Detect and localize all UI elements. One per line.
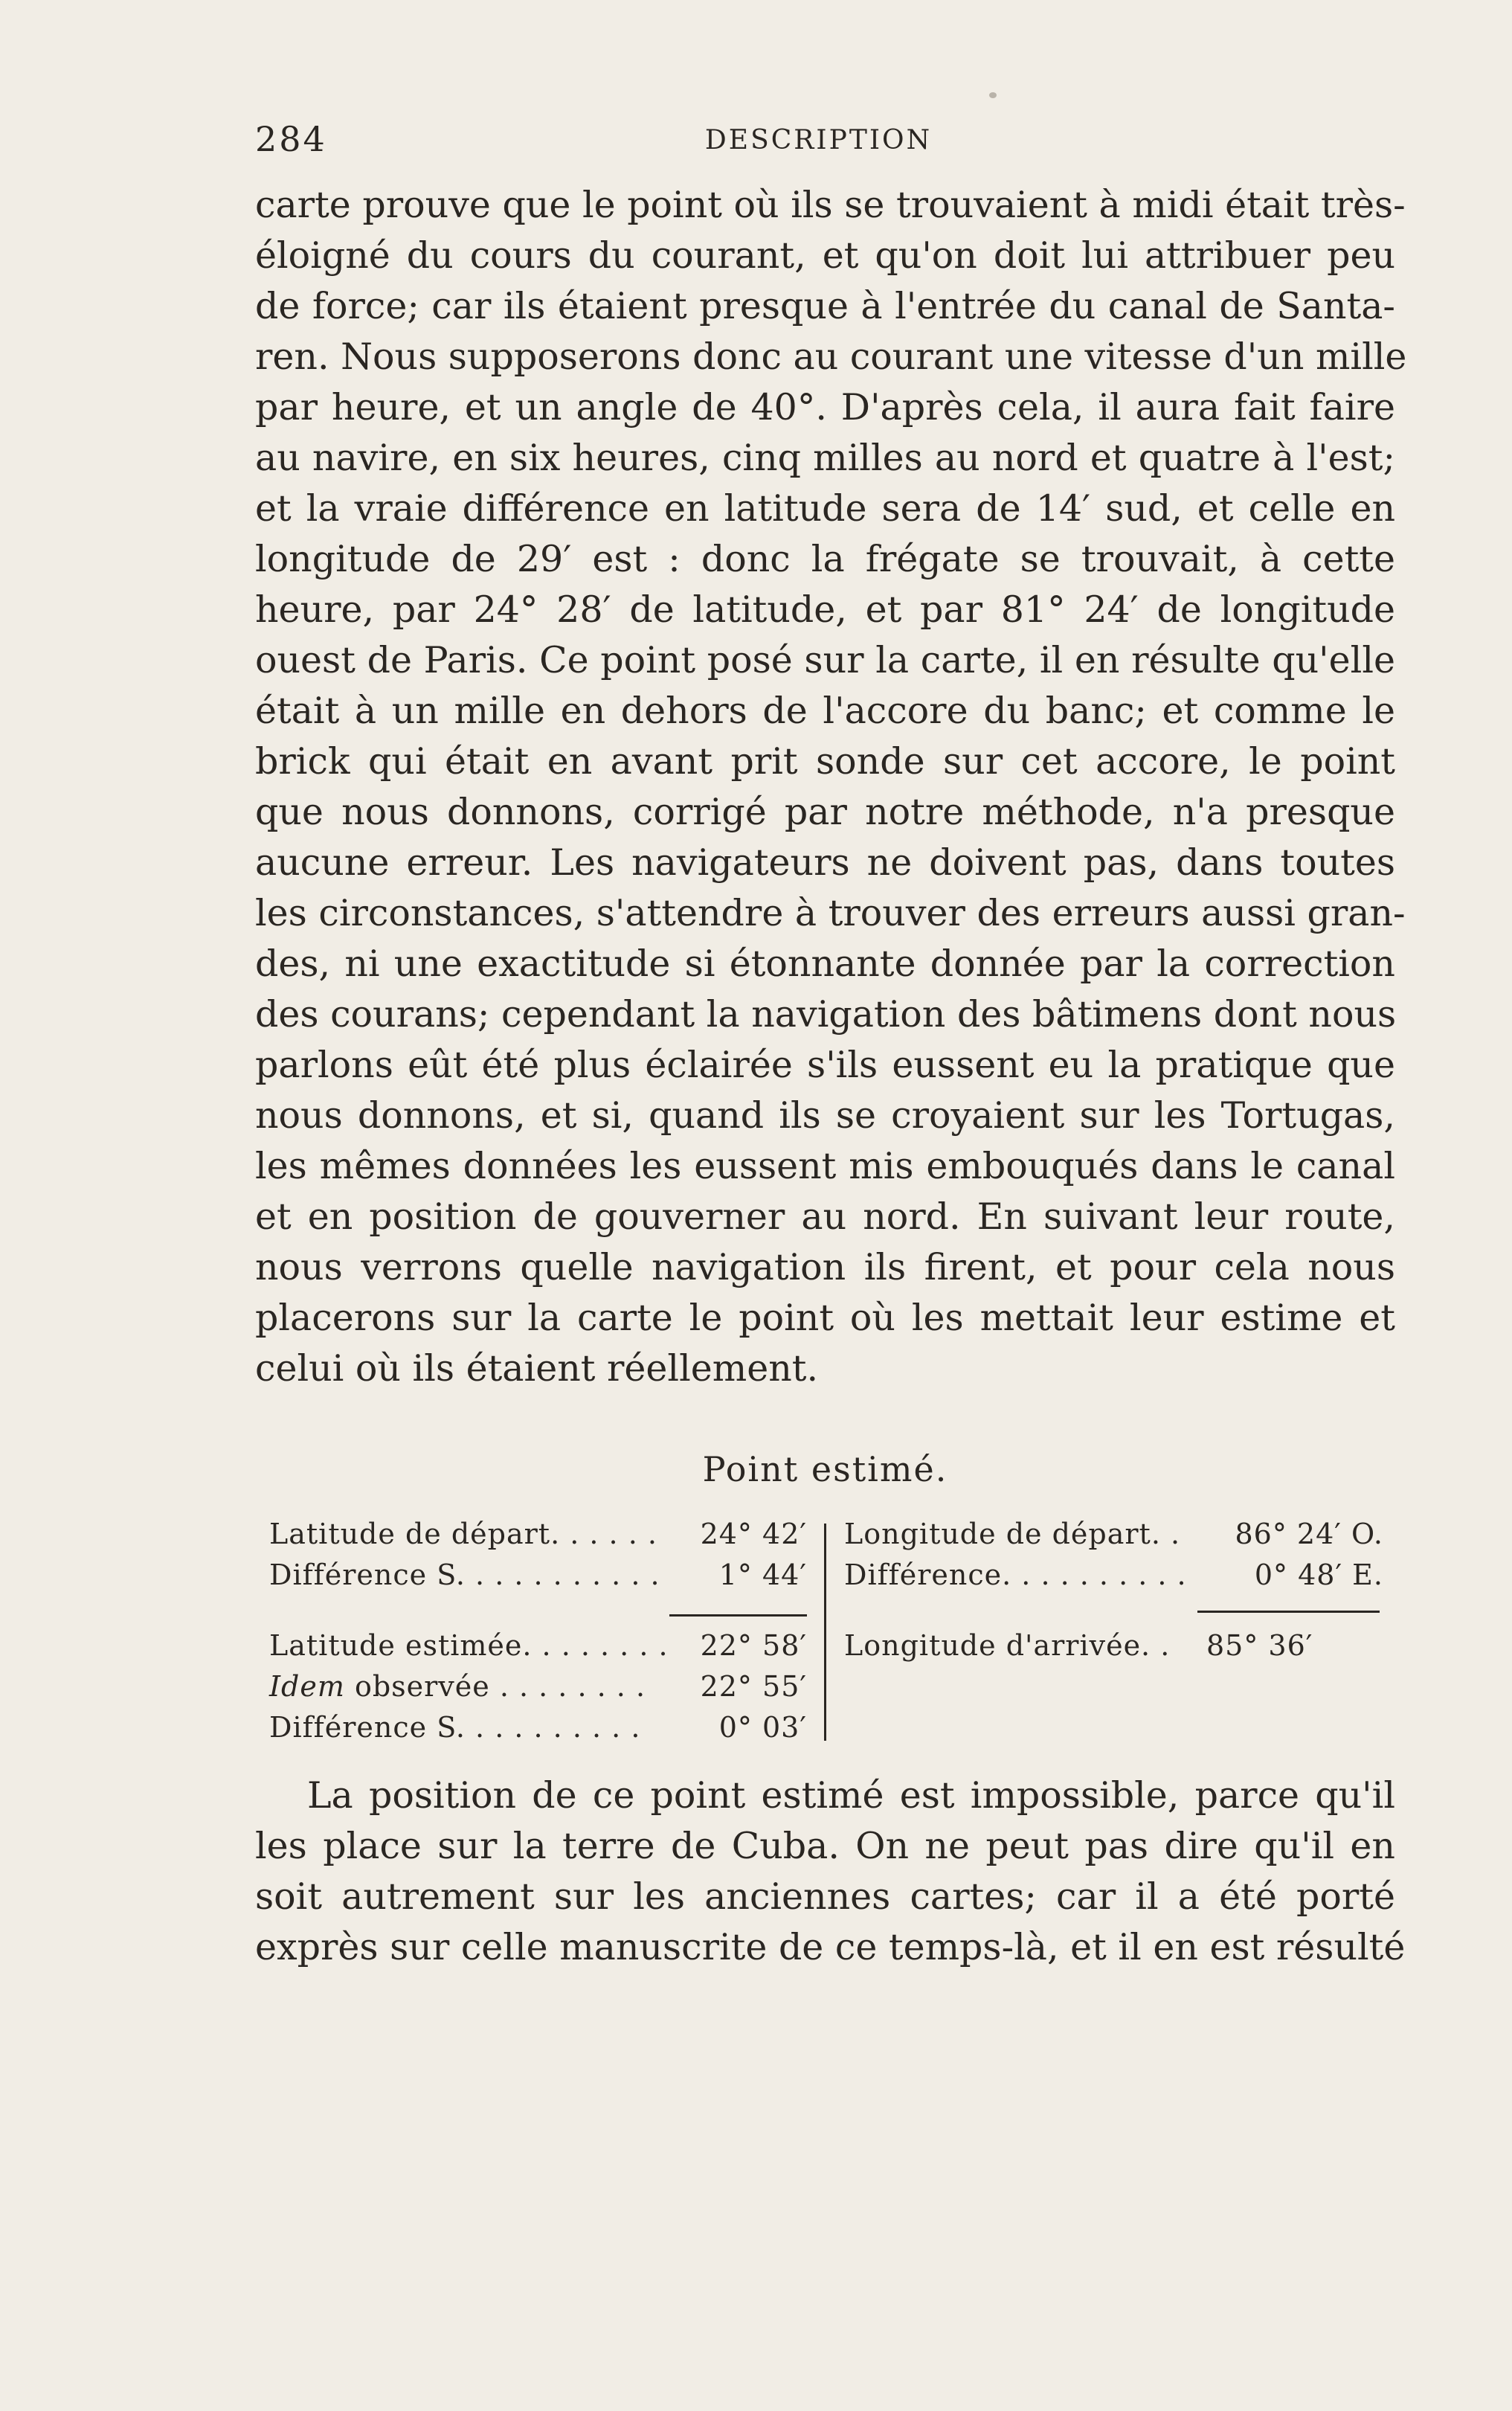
text-line: était à un mille en dehors de l'accore du banc; et comme le bbox=[255, 690, 1395, 732]
text-line: ren. Nous supposerons donc au courant une vitesse d'un mille bbox=[255, 336, 1407, 378]
page-header bbox=[255, 119, 1382, 171]
lat-estimee-label: Latitude estimée. . . . . . . . bbox=[269, 1629, 669, 1662]
text-line: brick qui était en avant prit sonde sur cet accore, le point bbox=[255, 740, 1395, 783]
difference-e-label: Différence. . . . . . . . . . bbox=[844, 1558, 1187, 1591]
idem-word: Idem bbox=[269, 1670, 345, 1703]
observee-word: observée . . . . . . . . bbox=[354, 1670, 646, 1703]
text-line: heure, par 24° 28′ de latitude, et par 81° 24′ de longitude bbox=[255, 588, 1395, 631]
difference-e-value: 0° 48′ E. bbox=[1254, 1558, 1383, 1591]
sum-rule-right bbox=[1197, 1611, 1380, 1613]
text-line: longitude de 29′ est : donc la frégate se trouvait, à cette bbox=[255, 538, 1395, 580]
running-title: DESCRIPTION bbox=[704, 125, 933, 155]
page-number: 284 bbox=[255, 119, 327, 159]
text-line: et la vraie différence en latitude sera de 14′ sud, et celle en bbox=[255, 487, 1395, 530]
text-line: celui où ils étaient réellement. bbox=[255, 1347, 819, 1390]
text-line: placerons sur la carte le point où les mettait leur estime et bbox=[255, 1297, 1395, 1339]
text-line: soit autrement sur les anciennes cartes; car il a été porté bbox=[255, 1875, 1395, 1918]
text-line: des courans; cependant la navigation des bâtimens dont nous bbox=[255, 993, 1397, 1036]
difference-s2-value: 0° 03′ bbox=[718, 1711, 807, 1744]
paper-speck bbox=[989, 92, 997, 98]
text-line: nous donnons, et si, quand ils se croyaient sur les Tortugas, bbox=[255, 1094, 1395, 1137]
text-line: les place sur la terre de Cuba. On ne peut pas dire qu'il en bbox=[255, 1825, 1395, 1867]
column-divider bbox=[824, 1524, 826, 1741]
text-line: que nous donnons, corrigé par notre méthode, n'a presque bbox=[255, 791, 1395, 833]
lon-arrivee-value: 85° 36′ bbox=[1206, 1629, 1313, 1662]
lon-depart-label: Longitude de départ. . bbox=[844, 1518, 1181, 1550]
text-line: aucune erreur. Les navigateurs ne doivent pas, dans toutes bbox=[255, 841, 1395, 884]
difference-s2-label: Différence S. . . . . . . . . . bbox=[269, 1711, 641, 1744]
text-line: carte prouve que le point où ils se trouvaient à midi était très- bbox=[255, 184, 1406, 226]
lat-depart-label: Latitude de départ. . . . . . bbox=[269, 1518, 657, 1550]
idem-observee-label bbox=[269, 1666, 663, 1707]
text-line: les mêmes données les eussent mis embouqués dans le canal bbox=[255, 1145, 1395, 1187]
text-line: nous verrons quelle navigation ils firent, et pour cela nous bbox=[255, 1246, 1395, 1288]
text-line: parlons eût été plus éclairée s'ils eussent eu la pratique que bbox=[255, 1044, 1395, 1086]
difference-s-label: Différence S. . . . . . . . . . . bbox=[269, 1558, 660, 1591]
text-line: les circonstances, s'attendre à trouver des erreurs aussi gran- bbox=[255, 892, 1406, 934]
text-line: au navire, en six heures, cinq milles au nord et quatre à l'est; bbox=[255, 437, 1395, 479]
text-line: éloigné du cours du courant, et qu'on doit lui attribuer peu bbox=[255, 234, 1395, 277]
sum-rule-left bbox=[669, 1614, 807, 1617]
lat-estimee-value: 22° 58′ bbox=[700, 1629, 807, 1662]
difference-s-value: 1° 44′ bbox=[718, 1558, 807, 1591]
observee-value: 22° 55′ bbox=[700, 1670, 807, 1703]
table-heading: Point estimé. bbox=[702, 1449, 948, 1489]
lon-depart-value: 86° 24′ O. bbox=[1235, 1518, 1383, 1550]
text-line: de force; car ils étaient presque à l'entrée du canal de Santa- bbox=[255, 285, 1395, 327]
text-line: par heure, et un angle de 40°. D'après cela, il aura fait faire bbox=[255, 386, 1395, 428]
text-line: ouest de Paris. Ce point posé sur la carte, il en résulte qu'elle bbox=[255, 639, 1395, 681]
text-line: La position de ce point estimé est impossible, parce qu'il bbox=[307, 1774, 1395, 1817]
text-line: des, ni une exactitude si étonnante donnée par la correction bbox=[255, 943, 1395, 985]
text-line: et en position de gouverner au nord. En suivant leur route, bbox=[255, 1195, 1395, 1238]
text-line: exprès sur celle manuscrite de ce temps-là, et il en est résulté bbox=[255, 1926, 1406, 1968]
lon-arrivee-label: Longitude d'arrivée. . bbox=[844, 1629, 1171, 1662]
lat-depart-value: 24° 42′ bbox=[700, 1518, 807, 1550]
